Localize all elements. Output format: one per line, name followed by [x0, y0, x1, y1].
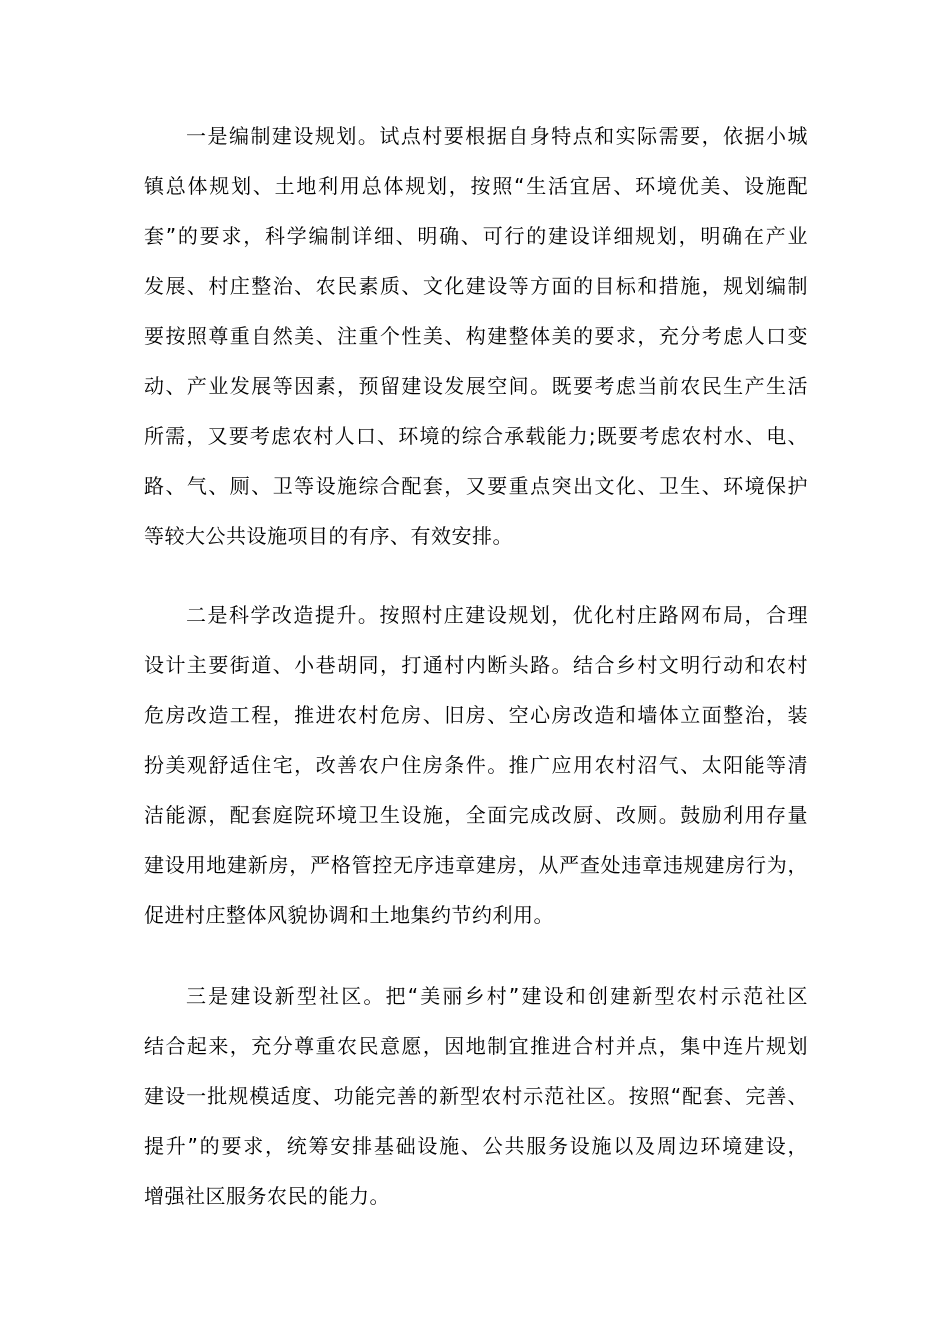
- paragraph-1-line-2: 镇总体规划、土地利用总体规划，按照“生活宜居、环境优美、设施配: [144, 174, 808, 198]
- paragraph-1-line-8: 路、气、厕、卫等设施综合配套，又要重点突出文化、卫生、环境保护: [144, 474, 808, 498]
- paragraph-1-line-6: 动、产业发展等因素，预留建设发展空间。既要考虑当前农民生产生活: [144, 374, 808, 398]
- paragraph-1-line-9: 等较大公共设施项目的有序、有效安排。: [144, 524, 513, 548]
- paragraph-2-line-5: 洁能源，配套庭院环境卫生设施，全面完成改厨、改厕。鼓励利用存量: [144, 803, 808, 827]
- paragraph-2-line-3: 危房改造工程，推进农村危房、旧房、空心房改造和墙体立面整治，装: [144, 703, 808, 727]
- paragraph-1-line-1: 一是编制建设规划。试点村要根据自身特点和实际需要，依据小城: [186, 124, 808, 148]
- paragraph-3-line-2: 结合起来，充分尊重农民意愿，因地制宜推进合村并点，集中连片规划: [144, 1034, 808, 1058]
- paragraph-3-line-1: 三是建设新型社区。把“美丽乡村”建设和创建新型农村示范社区: [186, 984, 808, 1008]
- paragraph-1-line-4: 发展、村庄整治、农民素质、文化建设等方面的目标和措施，规划编制: [144, 274, 808, 298]
- paragraph-2-line-1: 二是科学改造提升。按照村庄建设规划，优化村庄路网布局，合理: [186, 603, 808, 627]
- paragraph-3-line-4: 提升”的要求，统筹安排基础设施、公共服务设施以及周边环境建设，: [144, 1134, 808, 1158]
- paragraph-2-line-4: 扮美观舒适住宅，改善农户住房条件。推广应用农村沼气、太阳能等清: [144, 753, 808, 777]
- paragraph-2-line-2: 设计主要街道、小巷胡同，打通村内断头路。结合乡村文明行动和农村: [144, 653, 808, 677]
- paragraph-2-line-6: 建设用地建新房，严格管控无序违章建房，从严查处违章违规建房行为，: [144, 853, 808, 877]
- paragraph-1-line-3: 套”的要求，科学编制详细、明确、可行的建设详细规划，明确在产业: [144, 224, 808, 248]
- paragraph-1-line-5: 要按照尊重自然美、注重个性美、构建整体美的要求，充分考虑人口变: [144, 324, 808, 348]
- paragraph-3-line-3: 建设一批规模适度、功能完善的新型农村示范社区。按照“配套、完善、: [144, 1084, 808, 1108]
- paragraph-3-line-5: 增强社区服务农民的能力。: [144, 1184, 390, 1208]
- paragraph-1-line-7: 所需，又要考虑农村人口、环境的综合承载能力;既要考虑农村水、电、: [144, 424, 808, 448]
- paragraph-2-line-7: 促进村庄整体风貌协调和土地集约节约利用。: [144, 903, 554, 927]
